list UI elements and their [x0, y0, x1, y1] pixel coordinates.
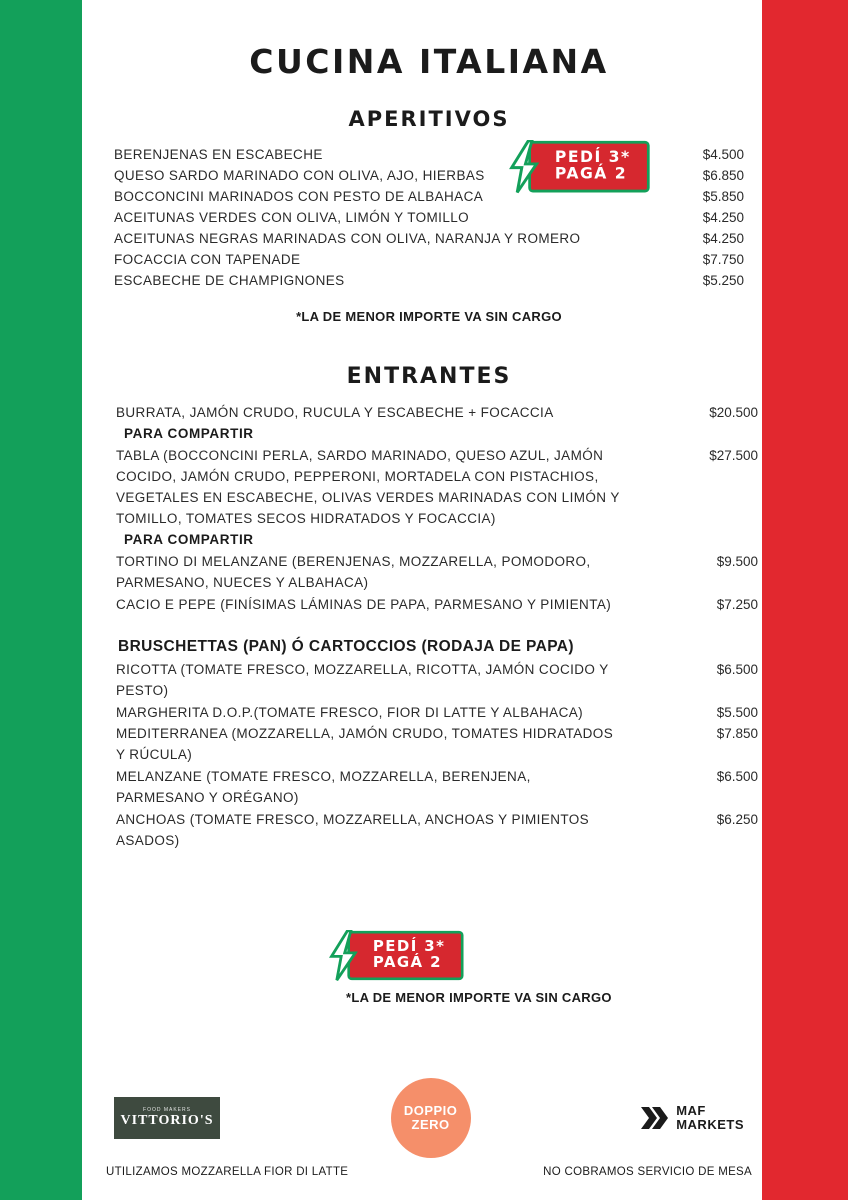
logo-vittorios [114, 1097, 220, 1139]
logo-vittorios-name: VITTORIO'S [120, 1113, 214, 1128]
menu-item-row [116, 403, 758, 445]
promo-line-1: PEDÍ 3* [554, 148, 631, 167]
menu-item-row [114, 229, 744, 250]
menu-item-tag: PARA COMPARTIR [124, 531, 254, 547]
section-heading-entrantes: ENTRANTES [346, 364, 512, 390]
menu-item-name: BURRATA, JAMÓN CRUDO, RUCULA Y ESCABECHE + FOCACCIA [116, 405, 553, 421]
menu-item-name: MARGHERITA D.O.P.(TOMATE FRESCO, FIOR DI LATTE Y ALBAHACA) [116, 704, 584, 720]
menu-item-row [116, 703, 758, 724]
menu-item-price: $4.250 [702, 209, 744, 225]
menu-item-name: QUESO SARDO MARINADO CON OLIVA, AJO, HIERBAS [114, 167, 485, 183]
logo-maf-line-2: MARKETS [676, 1117, 744, 1132]
flag-stripe-red [762, 0, 848, 1200]
menu-content [96, 0, 762, 1200]
menu-item-name: FOCACCIA CON TAPENADE [114, 251, 301, 267]
footer-note-right: NO COBRAMOS SERVICIO DE MESA [543, 1166, 752, 1178]
menu-item-price: $27.500 [709, 448, 758, 464]
promo-line-2: PAGÁ 2 [554, 164, 628, 184]
subsection-heading-bruschettas: BRUSCHETTAS (PAN) Ó CARTOCCIOS (RODAJA DE PAPA) [118, 637, 574, 655]
chevrons-icon [641, 1107, 669, 1129]
logo-vittorios-tagline: FOOD MAKERS [143, 1107, 191, 1113]
menu-item-row [116, 724, 758, 766]
menu-item-price: $6.250 [716, 812, 758, 828]
footer-note-left: UTILIZAMOS MOZZARELLA FIOR DI LATTE [106, 1166, 349, 1178]
logo-doppio-line-2: ZERO [411, 1117, 450, 1132]
aperitivos-item-list [96, 145, 762, 291]
menu-item-name: TORTINO DI MELANZANE (BERENJENAS, MOZZARELLA, POMODORO, PARMESANO, NUECES Y ALBAHACA) [116, 553, 591, 590]
menu-item-row [116, 660, 758, 702]
flag-stripe-green [0, 0, 82, 1200]
menu-item-price: $6.500 [716, 769, 758, 785]
promo-badge-aperitivos [508, 140, 650, 193]
page-title: CUCINA ITALIANA [249, 42, 609, 81]
logo-doppio-line-1: DOPPIO [403, 1102, 458, 1118]
menu-item-row [116, 810, 758, 852]
menu-item-price: $9.500 [716, 553, 758, 569]
lightning-bolt-icon [328, 930, 358, 981]
menu-item-row [114, 271, 744, 292]
menu-item-price: $20.500 [709, 405, 758, 421]
menu-item-price: $6.850 [702, 167, 744, 183]
flag-stripe-white [82, 0, 96, 1200]
promo-plate [528, 141, 650, 192]
menu-item-price: $4.250 [702, 230, 744, 246]
lightning-bolt-icon [508, 140, 539, 193]
menu-item-row [114, 250, 744, 271]
menu-item-tag: PARA COMPARTIR [124, 426, 254, 442]
menu-item-price: $5.250 [702, 272, 744, 288]
entrantes-footnote: *LA DE MENOR IMPORTE VA SIN CARGO [346, 990, 612, 1005]
menu-item-price: $4.500 [702, 147, 744, 162]
footer-notes [96, 1158, 762, 1178]
logo-maf-line-1: MAF [676, 1103, 706, 1119]
menu-item-name: ESCABECHE DE CHAMPIGNONES [114, 272, 345, 288]
promo-line-2: PAGÁ 2 [372, 953, 442, 972]
promo-badge-entrantes [328, 930, 464, 981]
menu-item-name: BERENJENAS EN ESCABECHE [114, 147, 323, 162]
footer [96, 1078, 762, 1200]
aperitivos-footnote: *LA DE MENOR IMPORTE VA SIN CARGO [296, 309, 562, 325]
menu-item-row [116, 446, 758, 551]
menu-item-name: TABLA (BOCCONCINI PERLA, SARDO MARINADO, QUESO AZUL, JAMÓN COCIDO, JAMÓN CRUDO, PEPPERONI, MORTADELA CON PISTACHIOS, VEGETALES EN ESCABECHE, OLIVAS VERDES MARINADAS CON LIMÓN Y TOMILLO, TOMATES SECOS HIDRATADOS Y FOCACCIA) [116, 448, 620, 527]
menu-item-name: ACEITUNAS NEGRAS MARINADAS CON OLIVA, NARANJA Y ROMERO [114, 230, 581, 246]
logo-doppio-zero [391, 1078, 471, 1158]
menu-item-row [116, 767, 758, 809]
footer-logo-row [96, 1078, 762, 1158]
menu-item-row [116, 552, 758, 594]
section-heading-aperitivos: APERITIVOS [348, 107, 510, 131]
menu-item-name: CACIO E PEPE (FINÍSIMAS LÁMINAS DE PAPA, PARMESANO Y PIMIENTA) [116, 596, 612, 612]
menu-item-name: MELANZANE (TOMATE FRESCO, MOZZARELLA, BERENJENA, PARMESANO Y ORÉGANO) [116, 769, 531, 806]
menu-item-price: $5.500 [716, 704, 758, 720]
menu-item-price: $6.500 [716, 661, 758, 677]
promo-plate [347, 931, 463, 980]
logo-maf-markets [641, 1104, 744, 1131]
menu-item-name: ANCHOAS (TOMATE FRESCO, MOZZARELLA, ANCHOAS Y PIMIENTOS ASADOS) [116, 812, 590, 849]
menu-item-name: BOCCONCINI MARINADOS CON PESTO DE ALBAHACA [114, 188, 484, 204]
menu-item-price: $7.850 [716, 726, 758, 742]
menu-item-row [116, 595, 758, 616]
promo-line-1: PEDÍ 3* [372, 938, 446, 956]
menu-item-name: MEDITERRANEA (MOZZARELLA, JAMÓN CRUDO, TOMATES HIDRATADOS Y RÚCULA) [116, 726, 614, 763]
entrantes-item-list [96, 403, 762, 852]
menu-item-price: $7.750 [702, 251, 744, 267]
menu-item-name: RICOTTA (TOMATE FRESCO, MOZZARELLA, RICOTTA, JAMÓN COCIDO Y PESTO) [116, 661, 609, 698]
menu-item-name: ACEITUNAS VERDES CON OLIVA, LIMÓN Y TOMILLO [114, 209, 470, 225]
menu-item-price: $7.250 [716, 596, 758, 612]
menu-item-row [114, 208, 744, 229]
menu-item-price: $5.850 [702, 188, 744, 204]
